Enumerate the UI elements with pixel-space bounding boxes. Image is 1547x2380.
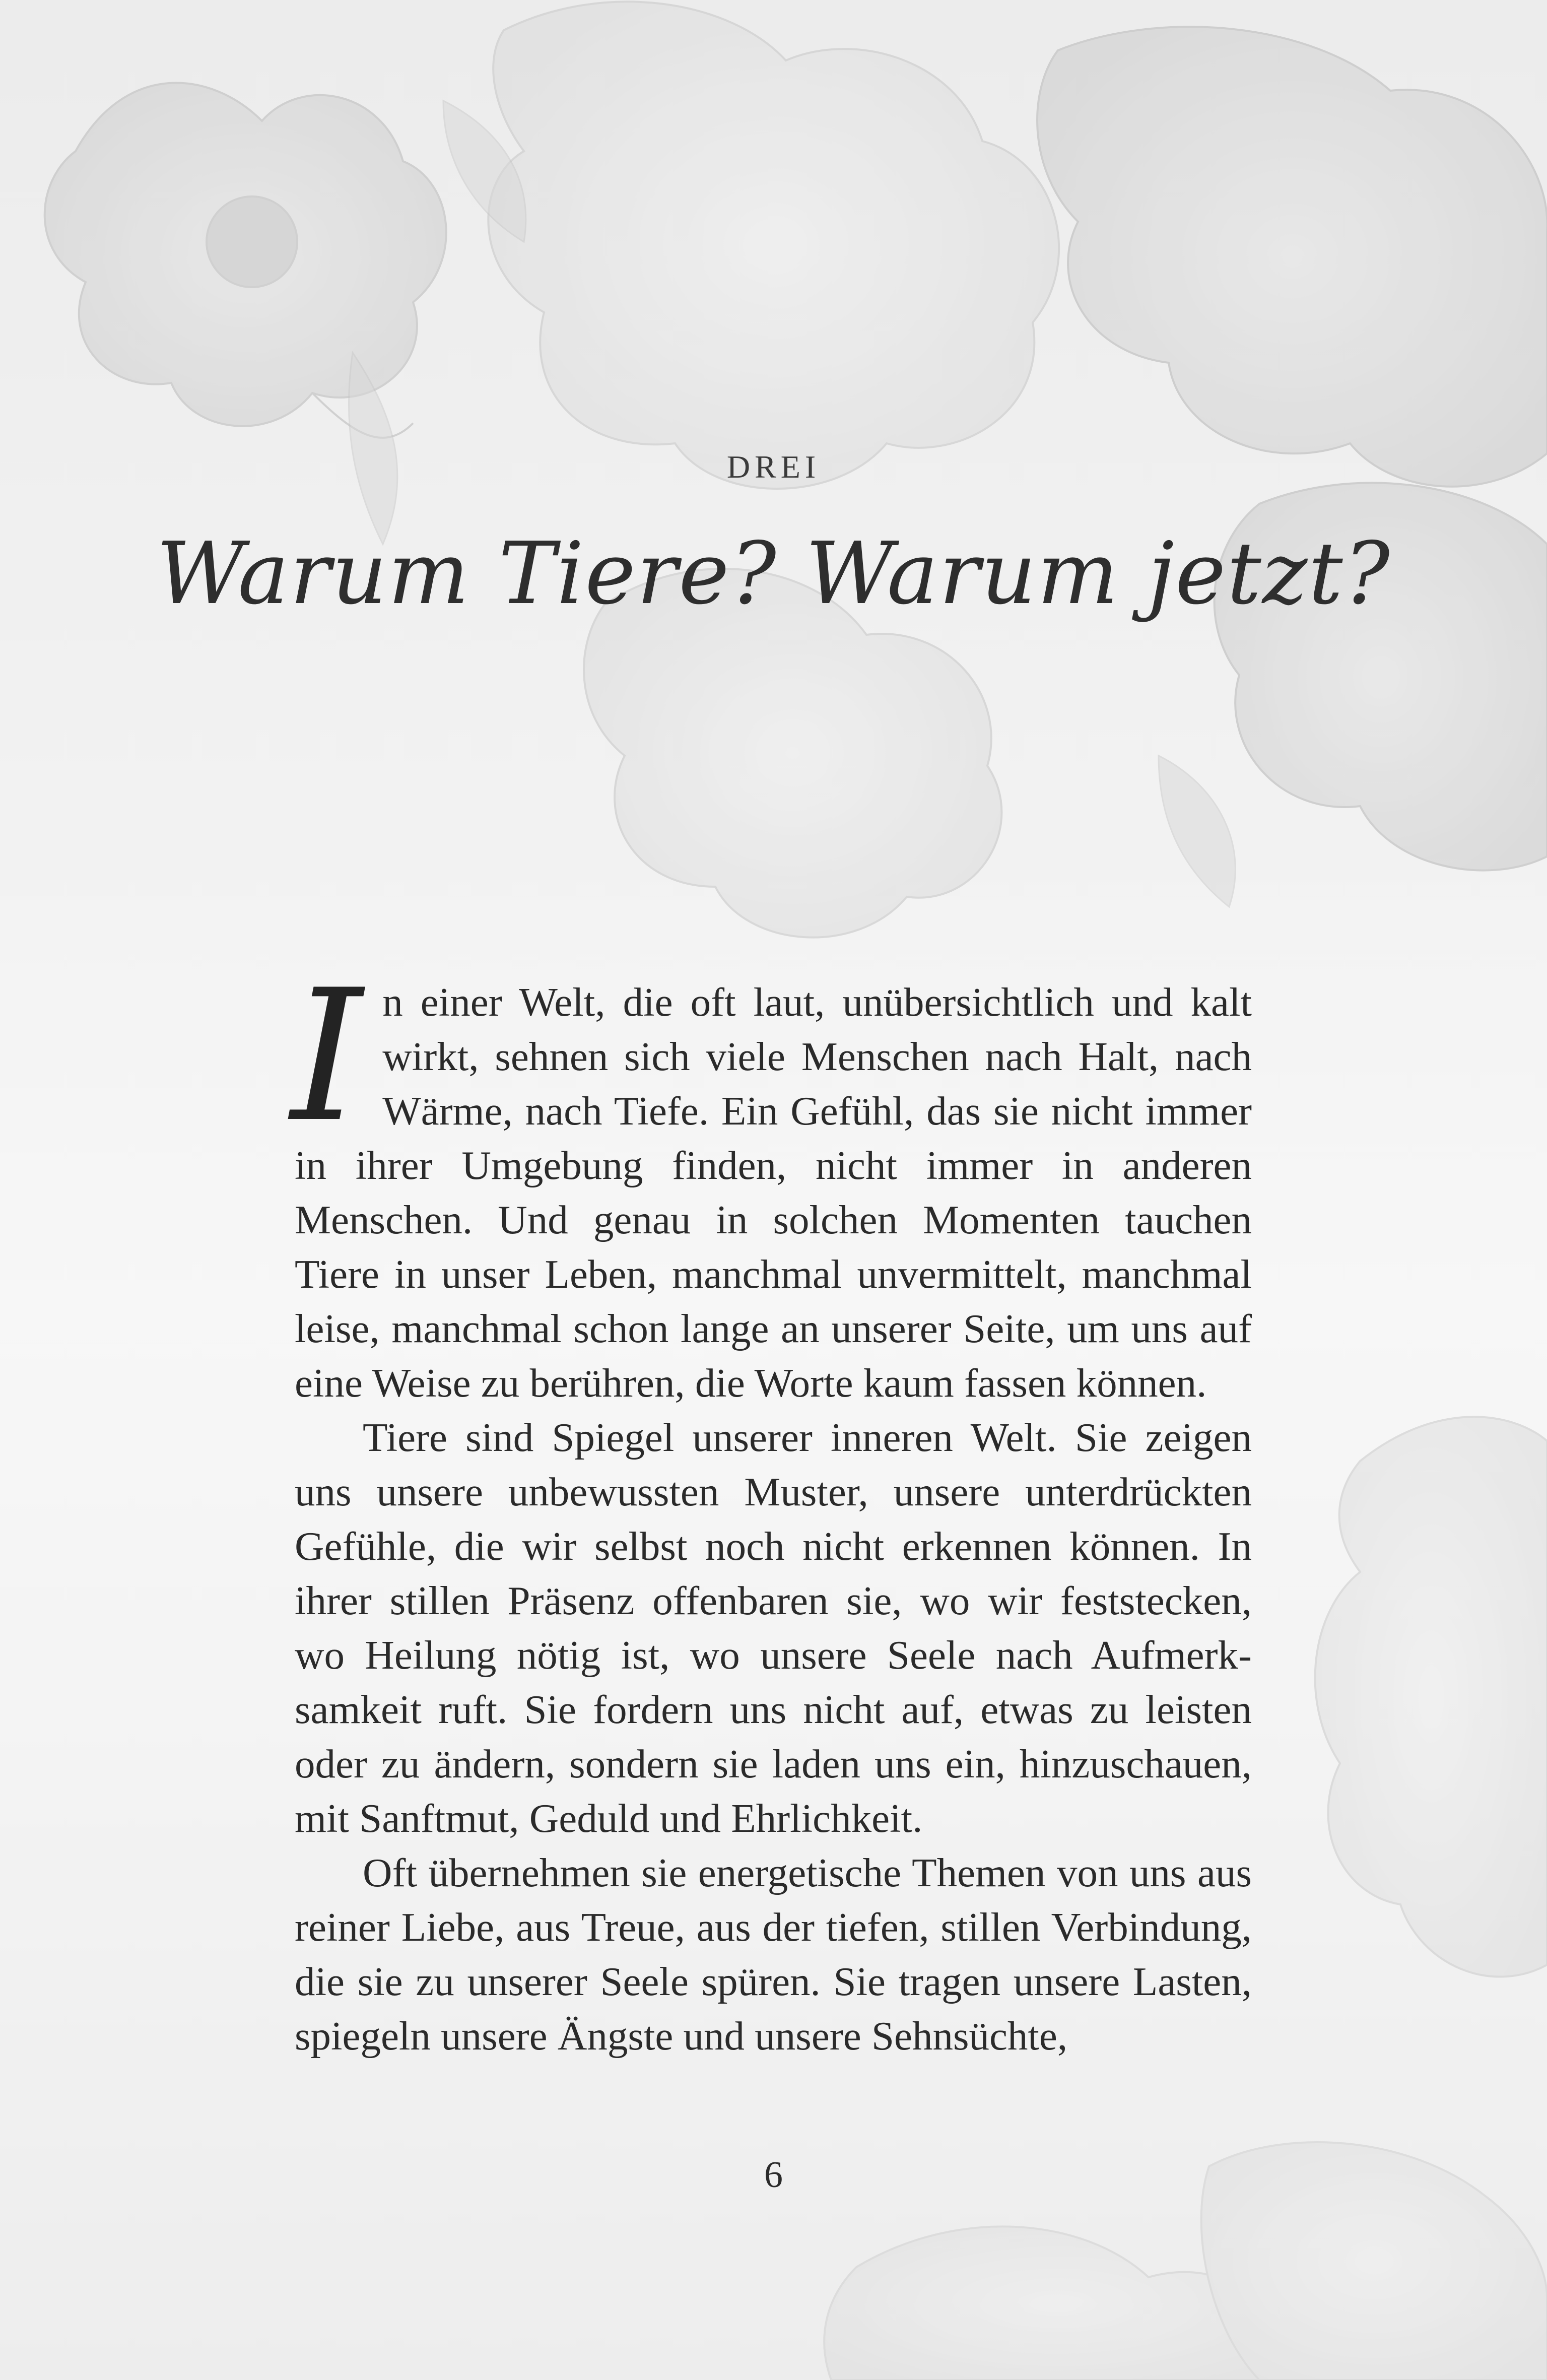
page-number: 6 [764,2154,783,2196]
paragraph-2: Tiere sind Spiegel unserer inneren Welt. Sie zeigen uns unsere unbewussten Muster, unsere unterdrückten Gefühle, die wir selbst noch nicht erkennen können. In ihrer stillen Präsenz offenbaren sie, wo wir feststecken, wo Heilung nötig ist, wo unsere Seele nach Aufmerksamkeit ruft. Sie fordern uns nicht auf, etwas zu leisten oder zu ändern, sondern sie laden uns ein, hinzuschauen, mit Sanftmut, Geduld und Ehrlichkeit. [295,1415,1252,1841]
paragraph-1 [291,951,1252,1410]
drop-cap: I [291,951,363,1162]
chapter-title: Warum Tiere? Warum jetzt? [156,524,1391,624]
chapter-label: DREI [726,449,821,485]
paragraph-1-text: n einer Welt, die oft laut, unübersichtlich und kalt wirkt, sehnen sich viele Menschen nach Halt, nach Wärme, nach Tiefe. Ein Gefühl, das sie nicht immer in ihrer Umgebung finden, nicht immer in anderen Menschen. Und genau in solchen Momenten tauchen Tiere in unser Leben, manchmal unvermittelt, manchmal leise, manchmal schon lange an unserer Seite, um uns auf eine Weise zu berühren, die Worte kaum fassen können. [295,979,1252,1406]
paragraph-3: Oft übernehmen sie energetische Themen von uns aus reiner Liebe, aus Treue, aus der tiefen, stillen Verbindung, die sie zu unserer Seele spüren. Sie tragen unsere Lasten, spiegeln unsere Ängste und unsere Sehnsüchte, [295,1850,1252,2059]
body-text [291,951,1252,2063]
